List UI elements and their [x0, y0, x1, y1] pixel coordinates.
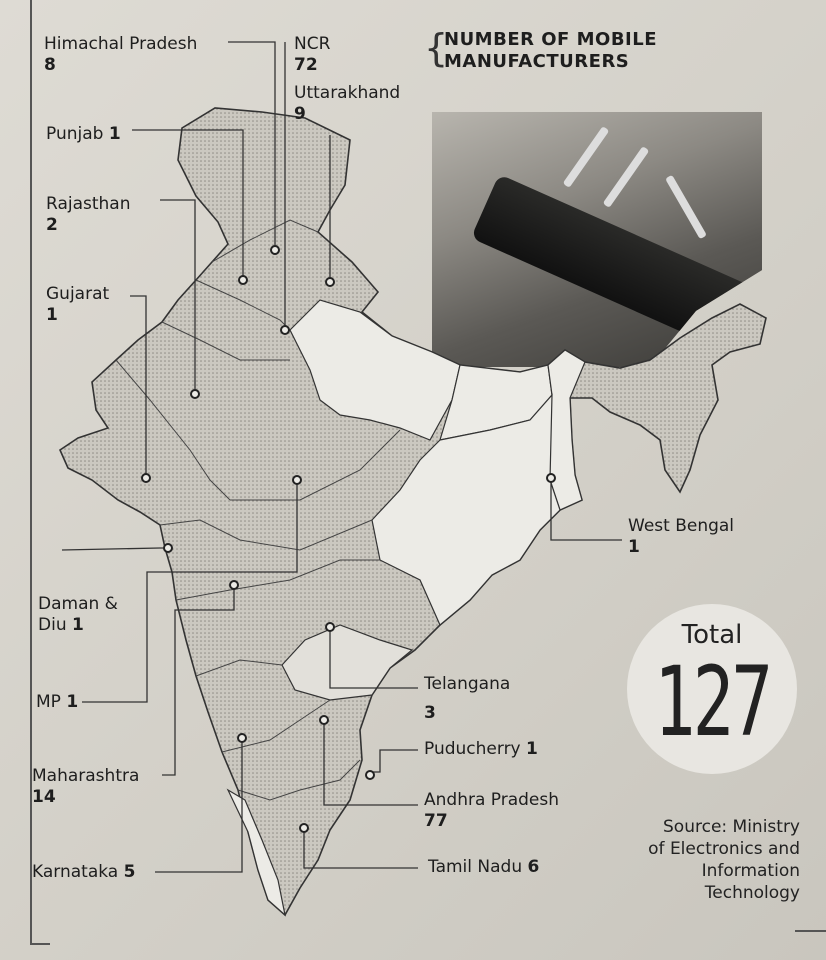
source-line-4: Technology	[704, 883, 800, 903]
state-name: West Bengal	[628, 516, 735, 536]
state-name: MP	[36, 692, 61, 712]
source-line-2: of Electronics and	[648, 839, 800, 859]
state-count: 6	[527, 857, 540, 877]
state-name: Puducherry	[424, 739, 521, 759]
marker-uttarakhand	[326, 278, 334, 286]
heading-brace: {	[424, 26, 449, 70]
marker-gujarat	[142, 474, 150, 482]
state-count: 1	[72, 615, 84, 635]
state-count: 77	[424, 811, 448, 831]
state-count: 8	[44, 55, 56, 75]
label-telangana	[424, 674, 510, 724]
state-name: Maharashtra	[32, 766, 140, 786]
label-karnataka	[32, 862, 135, 883]
state-count: 14	[32, 787, 56, 807]
label-andhra-pradesh	[424, 790, 559, 832]
state-count: 1	[526, 739, 538, 759]
state-name: Telangana	[424, 674, 511, 694]
state-count: 1	[628, 537, 640, 557]
chart-title: NUMBER OF MOBILE MANUFACTURERS	[444, 29, 657, 72]
marker-rajasthan	[191, 390, 199, 398]
state-count: 9	[294, 104, 306, 124]
marker-ncr	[281, 326, 289, 334]
state-name: Himachal Pradesh	[44, 34, 198, 54]
state-name: Karnataka	[32, 862, 119, 882]
state-count: 3	[424, 703, 436, 723]
state-name: NCR	[294, 34, 331, 54]
marker-himachal	[271, 246, 279, 254]
source-note	[608, 816, 800, 904]
marker-puducherry	[366, 771, 374, 779]
marker-karnataka	[238, 734, 246, 742]
state-count: 5	[123, 862, 136, 882]
marker-maharashtra	[230, 581, 238, 589]
state-name: Punjab	[46, 124, 104, 144]
state-count: 1	[66, 692, 79, 712]
state-name: Rajasthan	[46, 194, 131, 214]
state-name-line2: Diu	[38, 615, 67, 635]
source-line-1: Source: Ministry	[663, 817, 800, 837]
total-label: Total	[681, 620, 743, 650]
marker-west-bengal	[547, 474, 555, 482]
label-punjab	[46, 124, 121, 145]
label-himachal-pradesh	[44, 34, 197, 76]
marker-andhra	[320, 716, 328, 724]
label-uttarakhand	[294, 83, 400, 125]
label-ncr	[294, 34, 330, 76]
state-count: 72	[294, 55, 318, 75]
state-count: 1	[108, 124, 121, 144]
marker-punjab	[239, 276, 247, 284]
marker-telangana	[326, 623, 334, 631]
label-puducherry	[424, 739, 538, 760]
state-count: 2	[46, 215, 58, 235]
state-count: 1	[46, 305, 58, 325]
label-daman-diu	[38, 594, 118, 636]
state-name: Gujarat	[46, 284, 110, 304]
label-mp	[36, 692, 78, 713]
marker-daman	[164, 544, 172, 552]
state-name: Tamil Nadu	[428, 857, 523, 877]
total-value: 127	[653, 646, 771, 758]
source-line-3: Information	[701, 861, 800, 881]
marker-mp	[293, 476, 301, 484]
label-maharashtra	[32, 766, 139, 808]
marker-tamil-nadu	[300, 824, 308, 832]
state-name: Uttarakhand	[294, 83, 401, 103]
state-name: Daman &	[38, 594, 118, 614]
label-west-bengal	[628, 516, 734, 558]
label-rajasthan	[46, 194, 131, 236]
label-tamil-nadu	[428, 857, 539, 878]
label-gujarat	[46, 284, 109, 326]
state-name: Andhra Pradesh	[424, 790, 560, 810]
